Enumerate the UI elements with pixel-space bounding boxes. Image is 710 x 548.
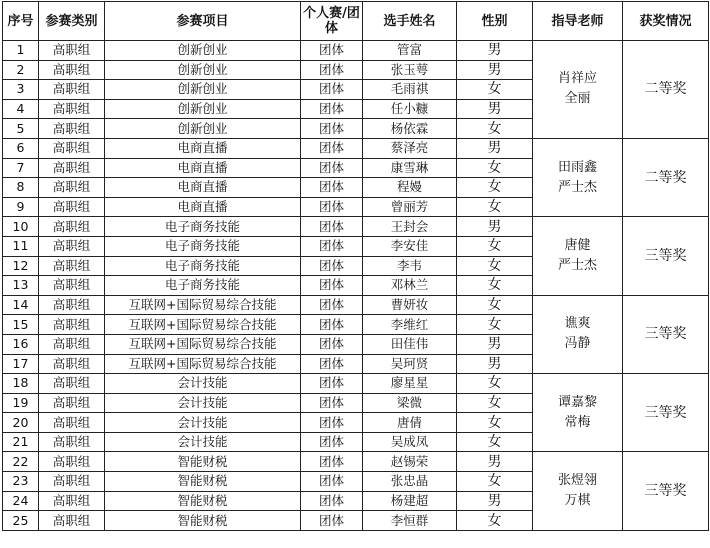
cell-name: 曹妍妆 [363,295,457,315]
cell-award: 三等奖 [623,374,709,452]
cell-no: 10 [3,217,39,237]
cell-type: 团体 [301,432,363,452]
cell-gender: 女 [457,315,533,335]
cell-no: 7 [3,158,39,178]
cell-type: 团体 [301,354,363,374]
table-row [3,295,709,315]
cell-gender: 男 [457,99,533,119]
cell-gender: 男 [457,491,533,511]
teacher-name: 万棋 [564,493,591,509]
cell-name: 管富 [363,41,457,61]
cell-type: 团体 [301,41,363,61]
cell-gender: 女 [457,472,533,492]
cell-type: 团体 [301,178,363,198]
cell-project: 电商直播 [105,138,301,158]
cell-type: 团体 [301,158,363,178]
cell-type: 团体 [301,217,363,237]
cell-gender: 女 [457,276,533,296]
cell-project: 会计技能 [105,413,301,433]
table-row [3,138,709,158]
cell-gender: 女 [457,197,533,217]
teacher-name: 田雨鑫 [557,159,597,175]
cell-no: 22 [3,452,39,472]
cell-no: 17 [3,354,39,374]
cell-no: 5 [3,119,39,139]
cell-award: 二等奖 [623,138,709,216]
teacher-name: 张煜翎 [557,473,597,489]
cell-type: 团体 [301,60,363,80]
cell-award: 三等奖 [623,452,709,530]
header-cell-project: 参赛项目 [105,2,301,41]
header-cell-teachers: 指导老师 [533,2,623,41]
cell-category: 高职组 [39,256,105,276]
teacher-name: 常梅 [564,414,591,430]
cell-name: 李恒群 [363,511,457,531]
cell-project: 电子商务技能 [105,276,301,296]
cell-gender: 女 [457,393,533,413]
cell-gender: 男 [457,217,533,237]
cell-name: 任小糠 [363,99,457,119]
cell-teachers [533,374,623,452]
cell-category: 高职组 [39,511,105,531]
cell-project: 电商直播 [105,158,301,178]
cell-category: 高职组 [39,276,105,296]
cell-type: 团体 [301,236,363,256]
cell-category: 高职组 [39,432,105,452]
cell-name: 赵锡荣 [363,452,457,472]
cell-gender: 男 [457,138,533,158]
cell-category: 高职组 [39,197,105,217]
cell-teachers [533,217,623,295]
cell-name: 康雪琳 [363,158,457,178]
cell-name: 蔡泽亮 [363,138,457,158]
header-cell-category: 参赛类别 [39,2,105,41]
cell-project: 互联网+国际贸易综合技能 [105,334,301,354]
cell-gender: 男 [457,60,533,80]
cell-category: 高职组 [39,472,105,492]
teacher-name: 冯静 [564,336,591,352]
cell-no: 15 [3,315,39,335]
teacher-name: 全丽 [564,91,591,107]
cell-no: 19 [3,393,39,413]
cell-no: 24 [3,491,39,511]
header-cell-type: 个人赛/团体 [301,2,363,41]
header-cell-gender: 性别 [457,2,533,41]
cell-name: 曾丽芳 [363,197,457,217]
cell-gender: 女 [457,119,533,139]
cell-project: 创新创业 [105,99,301,119]
cell-project: 创新创业 [105,60,301,80]
teacher-name: 严士杰 [557,179,597,195]
cell-no: 4 [3,99,39,119]
cell-category: 高职组 [39,413,105,433]
cell-category: 高职组 [39,236,105,256]
cell-gender: 男 [457,334,533,354]
cell-type: 团体 [301,472,363,492]
cell-project: 会计技能 [105,393,301,413]
teacher-name: 谯爽 [564,316,591,332]
cell-project: 智能财税 [105,472,301,492]
cell-category: 高职组 [39,60,105,80]
cell-gender: 男 [457,452,533,472]
table-body [3,41,709,531]
cell-gender: 男 [457,354,533,374]
table-row [3,41,709,61]
cell-type: 团体 [301,276,363,296]
cell-gender: 女 [457,511,533,531]
cell-type: 团体 [301,99,363,119]
teacher-name: 严士杰 [557,258,597,274]
cell-name: 李安佳 [363,236,457,256]
cell-teachers [533,295,623,373]
cell-project: 智能财税 [105,452,301,472]
teacher-name: 唐健 [564,238,591,254]
cell-category: 高职组 [39,80,105,100]
cell-gender: 女 [457,158,533,178]
cell-gender: 女 [457,236,533,256]
cell-name: 程嫚 [363,178,457,198]
table-row [3,374,709,394]
cell-gender: 男 [457,41,533,61]
cell-project: 创新创业 [105,41,301,61]
cell-category: 高职组 [39,138,105,158]
cell-gender: 女 [457,295,533,315]
cell-project: 互联网+国际贸易综合技能 [105,354,301,374]
cell-project: 智能财税 [105,491,301,511]
cell-project: 创新创业 [105,80,301,100]
cell-no: 13 [3,276,39,296]
cell-type: 团体 [301,80,363,100]
cell-no: 25 [3,511,39,531]
cell-name: 廖星星 [363,374,457,394]
cell-type: 团体 [301,295,363,315]
cell-project: 智能财税 [105,511,301,531]
cell-no: 16 [3,334,39,354]
cell-gender: 女 [457,374,533,394]
cell-teachers [533,41,623,139]
cell-name: 唐倩 [363,413,457,433]
cell-category: 高职组 [39,354,105,374]
header-cell-award: 获奖情况 [623,2,709,41]
cell-award: 三等奖 [623,217,709,295]
cell-project: 电子商务技能 [105,236,301,256]
cell-type: 团体 [301,138,363,158]
header-row [3,2,709,41]
cell-type: 团体 [301,119,363,139]
cell-award: 三等奖 [623,295,709,373]
cell-type: 团体 [301,374,363,394]
header-cell-no: 序号 [3,2,39,41]
cell-no: 1 [3,41,39,61]
cell-project: 会计技能 [105,432,301,452]
cell-no: 20 [3,413,39,433]
cell-category: 高职组 [39,491,105,511]
cell-name: 邓林兰 [363,276,457,296]
award-table [2,1,709,531]
cell-type: 团体 [301,197,363,217]
cell-project: 创新创业 [105,119,301,139]
cell-name: 吴成凤 [363,432,457,452]
cell-project: 互联网+国际贸易综合技能 [105,295,301,315]
cell-project: 电子商务技能 [105,256,301,276]
table-row [3,452,709,472]
cell-name: 毛雨祺 [363,80,457,100]
cell-category: 高职组 [39,374,105,394]
teacher-name: 谭嘉黎 [557,394,597,410]
cell-name: 张忠晶 [363,472,457,492]
cell-name: 梁微 [363,393,457,413]
cell-category: 高职组 [39,158,105,178]
cell-category: 高职组 [39,452,105,472]
cell-category: 高职组 [39,295,105,315]
cell-type: 团体 [301,393,363,413]
cell-type: 团体 [301,491,363,511]
cell-name: 李韦 [363,256,457,276]
cell-no: 6 [3,138,39,158]
cell-project: 电商直播 [105,197,301,217]
cell-no: 9 [3,197,39,217]
cell-category: 高职组 [39,217,105,237]
cell-no: 14 [3,295,39,315]
cell-gender: 女 [457,432,533,452]
cell-teachers [533,452,623,530]
cell-name: 张玉萼 [363,60,457,80]
cell-name: 田佳伟 [363,334,457,354]
table-row [3,217,709,237]
cell-no: 18 [3,374,39,394]
cell-no: 11 [3,236,39,256]
cell-category: 高职组 [39,393,105,413]
cell-name: 王封会 [363,217,457,237]
cell-no: 23 [3,472,39,492]
cell-name: 李维红 [363,315,457,335]
cell-type: 团体 [301,256,363,276]
cell-type: 团体 [301,334,363,354]
cell-category: 高职组 [39,41,105,61]
cell-no: 2 [3,60,39,80]
cell-no: 21 [3,432,39,452]
cell-name: 吴珂贤 [363,354,457,374]
cell-no: 3 [3,80,39,100]
cell-category: 高职组 [39,178,105,198]
teacher-name: 肖祥应 [557,71,597,87]
cell-gender: 女 [457,256,533,276]
header-cell-name: 选手姓名 [363,2,457,41]
cell-type: 团体 [301,452,363,472]
cell-project: 互联网+国际贸易综合技能 [105,315,301,335]
cell-award: 二等奖 [623,41,709,139]
cell-gender: 女 [457,80,533,100]
cell-category: 高职组 [39,334,105,354]
cell-name: 杨依霖 [363,119,457,139]
cell-type: 团体 [301,413,363,433]
cell-name: 杨建超 [363,491,457,511]
cell-category: 高职组 [39,315,105,335]
cell-gender: 女 [457,413,533,433]
cell-type: 团体 [301,511,363,531]
cell-project: 会计技能 [105,374,301,394]
cell-gender: 女 [457,178,533,198]
cell-category: 高职组 [39,99,105,119]
cell-project: 电商直播 [105,178,301,198]
cell-category: 高职组 [39,119,105,139]
cell-teachers [533,138,623,216]
cell-project: 电子商务技能 [105,217,301,237]
cell-type: 团体 [301,315,363,335]
cell-no: 8 [3,178,39,198]
cell-no: 12 [3,256,39,276]
